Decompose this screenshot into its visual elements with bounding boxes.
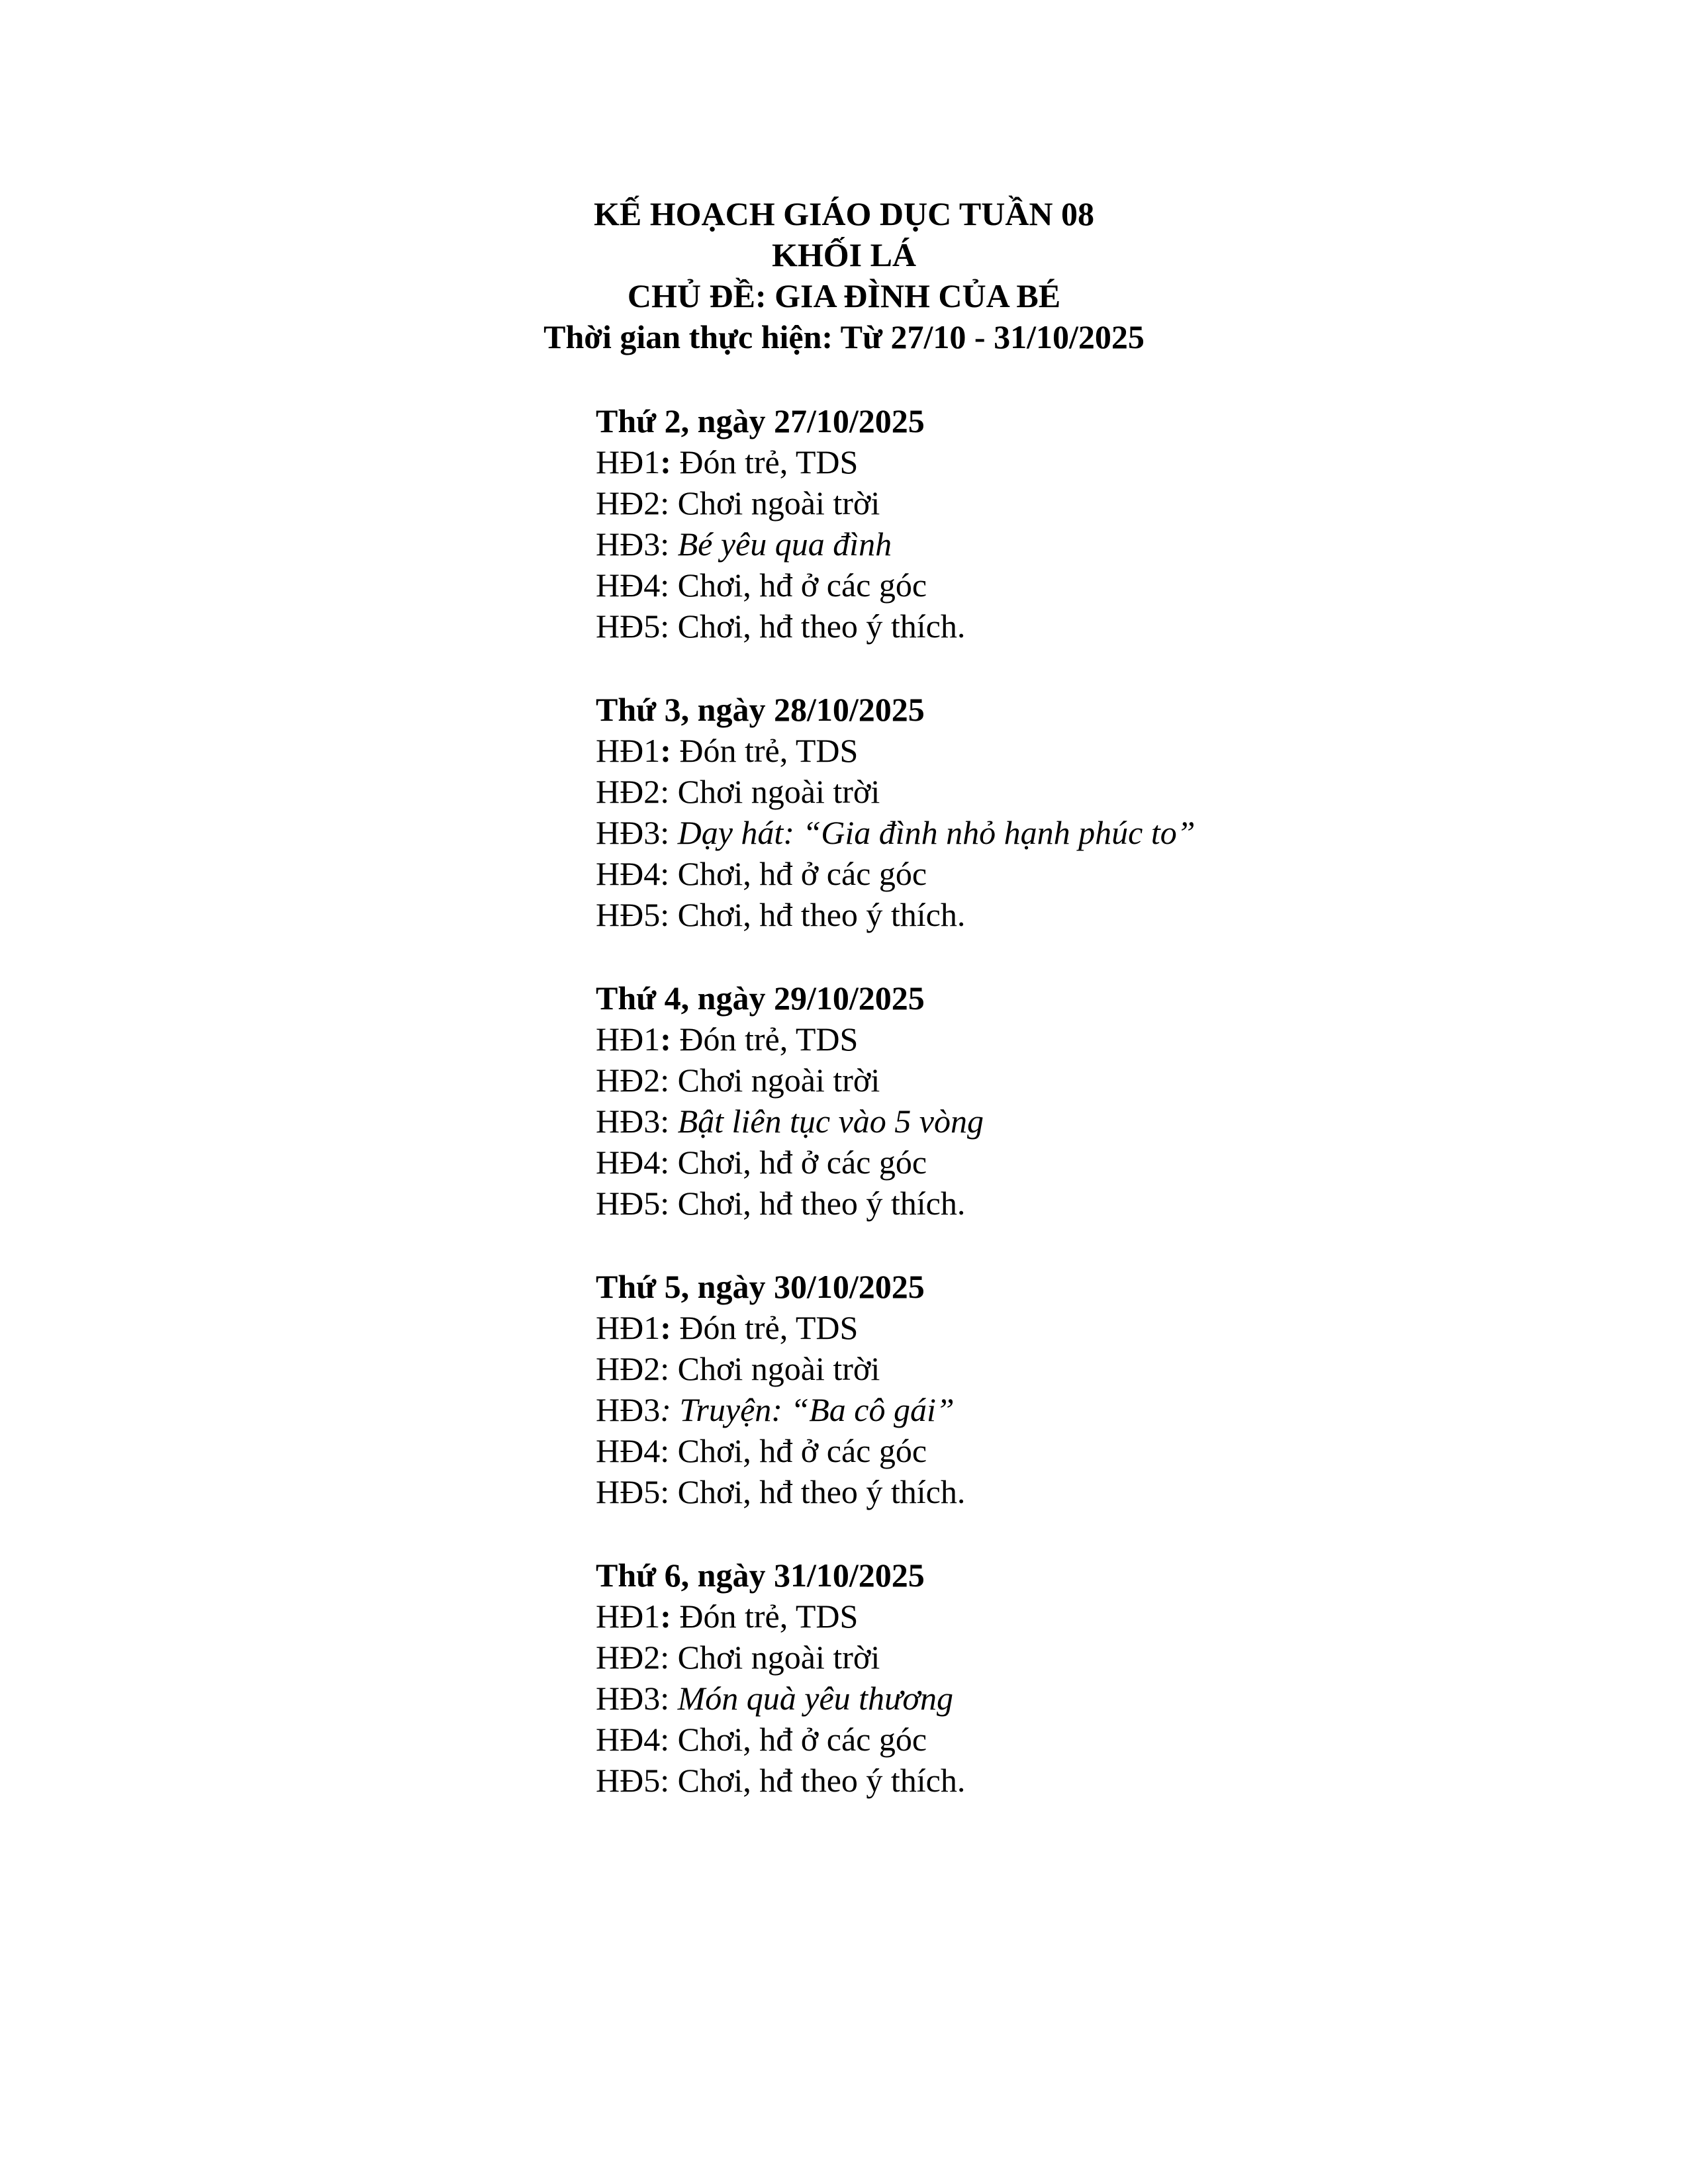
days-list [596,400,1523,1843]
activity-code: HĐ5 [596,1762,661,1799]
activity-text: Chơi ngoài trời [677,1639,880,1676]
activity-colon: : [660,814,678,851]
activity-colon: : [660,732,680,769]
activity-line [596,1596,1523,1637]
day-block [596,1555,1523,1801]
activity-code: HĐ5 [596,1473,661,1510]
activity-code: HĐ1 [596,1309,661,1346]
activity-line [596,1348,1523,1389]
activity-text: Đón trẻ, TDS [679,1598,859,1635]
activity-text: Chơi, hđ ở các góc [677,567,927,604]
activity-colon: : [660,443,680,480]
activity-colon: : [660,1350,678,1387]
activity-colon: : [660,1598,680,1635]
activity-code: HĐ1 [596,1021,661,1058]
activity-code: HĐ2 [596,1062,661,1099]
activity-colon: : [660,1021,680,1058]
activity-line [596,1060,1523,1101]
activity-text: Chơi, hđ theo ý thích. [677,896,966,933]
activity-colon: : [660,1103,678,1140]
activity-text: Chơi, hđ theo ý thích. [677,1185,966,1222]
activity-code: HĐ5 [596,896,661,933]
activity-colon: : [660,773,678,810]
activity-line [596,771,1523,812]
activity-line [596,812,1523,853]
activity-line [596,853,1523,894]
activity-line [596,606,1523,647]
activity-line [596,1471,1523,1512]
activity-line [596,482,1523,523]
activity-colon: : [660,1762,678,1799]
activity-code: HĐ4 [596,1432,661,1469]
activity-code: HĐ3 [596,1680,661,1717]
activity-line [596,441,1523,482]
activity-code: HĐ2 [596,484,661,522]
activity-code: HĐ4 [596,1721,661,1758]
activity-text: Truyện: “Ba cô gái” [679,1391,955,1428]
day-title: Thứ 3, ngày 28/10/2025 [596,691,925,728]
day-block [596,1266,1523,1512]
activity-line [596,1142,1523,1183]
activity-text: Chơi, hđ ở các góc [677,1432,927,1469]
activity-colon: : [660,567,678,604]
activity-code: HĐ3 [596,1103,661,1140]
date-range-title: Thời gian thực hiện: Từ 27/10 - 31/10/2025 [543,318,1145,355]
activity-colon: : [660,1144,678,1181]
activity-line [596,565,1523,606]
activity-line [596,1183,1523,1224]
activity-colon: : [660,1185,678,1222]
activity-line [596,894,1523,935]
activity-text: Chơi ngoài trời [677,1062,880,1099]
activity-colon: : [660,1432,678,1469]
activity-code: HĐ2 [596,773,661,810]
activity-code: HĐ3 [596,814,661,851]
activity-colon: : [660,525,678,563]
activity-code: HĐ1 [596,732,661,769]
activity-colon: : [660,1680,678,1717]
theme-title: CHỦ ĐỀ: GIA ĐÌNH CỦA BÉ [627,277,1061,314]
activity-code: HĐ4 [596,567,661,604]
activity-code: HĐ3 [596,525,661,563]
plan-title: KẾ HOẠCH GIÁO DỤC TUẦN 08 [593,195,1095,232]
activity-line [596,1389,1523,1430]
activity-line [596,1637,1523,1678]
activity-code: HĐ5 [596,1185,661,1222]
activity-colon: : [660,1721,678,1758]
activity-line [596,1019,1523,1060]
activity-code: HĐ1 [596,1598,661,1635]
activity-colon: : [660,1062,678,1099]
activity-text: Chơi, hđ theo ý thích. [677,1473,966,1510]
activity-colon: : [660,1391,680,1428]
activity-text: Chơi ngoài trời [677,1350,880,1387]
activity-text: Chơi, hđ theo ý thích. [677,608,966,645]
activity-line [596,1307,1523,1348]
day-title: Thứ 5, ngày 30/10/2025 [596,1268,925,1305]
activity-text: Dạy hát: “Gia đình nhỏ hạnh phúc to” [677,814,1196,851]
activity-line [596,1101,1523,1142]
activity-colon: : [660,608,678,645]
day-block [596,689,1523,935]
activity-text: Chơi, hđ ở các góc [677,855,927,892]
activity-line [596,1678,1523,1719]
activity-text: Chơi, hđ theo ý thích. [677,1762,966,1799]
activity-colon: : [660,1473,678,1510]
activity-colon: : [660,896,678,933]
activity-code: HĐ5 [596,608,661,645]
activity-code: HĐ4 [596,855,661,892]
activity-line [596,1760,1523,1801]
day-title: Thứ 2, ngày 27/10/2025 [596,402,925,439]
activity-code: HĐ4 [596,1144,661,1181]
activity-code: HĐ1 [596,443,661,480]
activity-text: Đón trẻ, TDS [679,1309,859,1346]
activity-text: Món quà yêu thương [677,1680,954,1717]
activity-text: Đón trẻ, TDS [679,732,859,769]
day-title: Thứ 6, ngày 31/10/2025 [596,1557,925,1594]
activity-text: Chơi, hđ ở các góc [677,1721,927,1758]
activity-colon: : [660,855,678,892]
activity-text: Chơi ngoài trời [677,484,880,522]
day-title: Thứ 4, ngày 29/10/2025 [596,979,925,1017]
activity-line [596,523,1523,565]
activity-colon: : [660,484,678,522]
activity-code: HĐ2 [596,1639,661,1676]
activity-line [596,730,1523,771]
activity-text: Chơi, hđ ở các góc [677,1144,927,1181]
activity-text: Đón trẻ, TDS [679,443,859,480]
activity-line [596,1719,1523,1760]
document-header [0,193,1688,357]
grade-title: KHỐI LÁ [771,236,917,273]
activity-text: Chơi ngoài trời [677,773,880,810]
activity-text: Đón trẻ, TDS [679,1021,859,1058]
day-block [596,978,1523,1224]
activity-colon: : [660,1309,680,1346]
activity-line [596,1430,1523,1471]
activity-colon: : [660,1639,678,1676]
activity-text: Bật liên tục vào 5 vòng [677,1103,984,1140]
activity-text: Bé yêu qua đình [677,525,892,563]
activity-code: HĐ3 [596,1391,661,1428]
day-block [596,400,1523,647]
activity-code: HĐ2 [596,1350,661,1387]
